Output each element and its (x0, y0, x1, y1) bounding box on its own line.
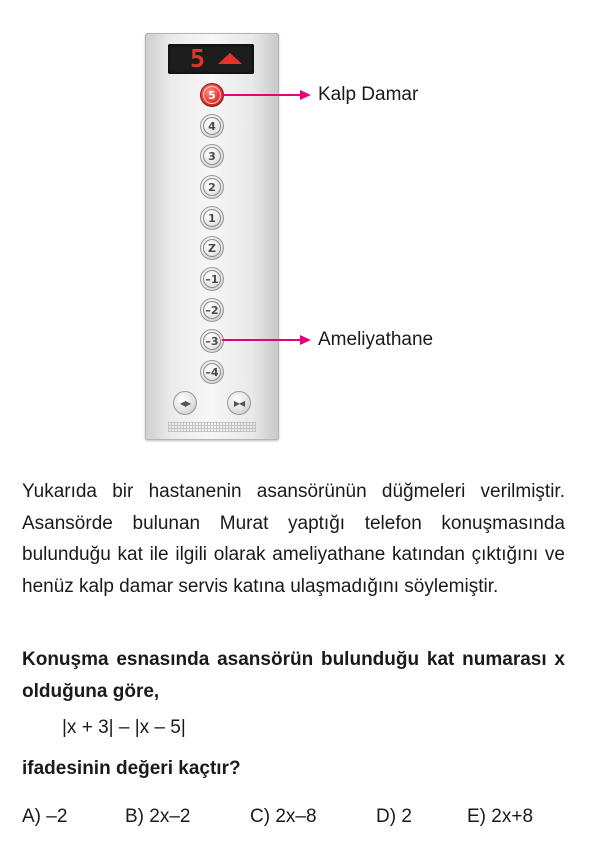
floor-button-minus-4[interactable] (200, 360, 224, 384)
option-a[interactable]: A) –2 (22, 806, 68, 827)
floor-button-4[interactable] (200, 114, 224, 138)
floor-button-5[interactable] (200, 83, 224, 107)
floor-button-label: 1 (203, 209, 221, 227)
floor-display (168, 44, 254, 74)
door-close-icon: ▶◀ (233, 398, 245, 408)
floor-button-label: –2 (203, 301, 221, 319)
callout-kalp-damar: Kalp Damar (318, 84, 419, 105)
floor-button-2[interactable] (200, 175, 224, 199)
option-b[interactable]: B) 2x–2 (125, 806, 191, 827)
floor-button-minus-3[interactable] (200, 329, 224, 353)
callout-arrow-line (222, 94, 302, 96)
floor-button-z[interactable] (200, 236, 224, 260)
floor-button-label: 2 (203, 178, 221, 196)
question-ask: ifadesinin değeri kaçtır? (22, 758, 241, 779)
problem-paragraph: Yukarıda bir hastanenin asansörünün düğmeleri verilmiştir. Asansörde bulunan Murat yaptığı telefon konuşmasında bulunduğu kat ile ilgili olarak ameliyathane katından çıktığını ve henüz kalp damar servis katına ulaşmadığını söylemiştir. (22, 481, 565, 597)
door-open-icon: ◀▶ (179, 398, 191, 408)
option-d[interactable]: D) 2 (376, 806, 412, 827)
option-c[interactable]: C) 2x–8 (250, 806, 317, 827)
floor-button-label: 4 (203, 117, 221, 135)
floor-button-label: –1 (203, 270, 221, 288)
floor-button-3[interactable] (200, 144, 224, 168)
callout-ameliyathane: Ameliyathane (318, 329, 434, 350)
option-e[interactable]: E) 2x+8 (467, 806, 534, 827)
floor-button-1[interactable] (200, 206, 224, 230)
floor-button-label: –3 (203, 332, 221, 350)
door-close-button[interactable] (227, 391, 251, 415)
question-text: Konuşma esnasında asansörün bulunduğu kat numarası x olduğuna göre, (22, 649, 565, 702)
floor-button-label: Z (203, 239, 221, 257)
callout-arrow-head-icon (300, 335, 311, 345)
floor-button-minus-2[interactable] (200, 298, 224, 322)
up-arrow-icon (218, 53, 242, 64)
floor-button-minus-1[interactable] (200, 267, 224, 291)
callout-arrow-line (222, 339, 302, 341)
floor-button-label: 3 (203, 147, 221, 165)
expression: |x + 3| – |x – 5| (62, 717, 186, 738)
door-open-button[interactable] (173, 391, 197, 415)
floor-button-label: –4 (203, 363, 221, 381)
floor-button-label: 5 (203, 86, 221, 104)
speaker-grille (168, 422, 256, 432)
callout-arrow-head-icon (300, 90, 311, 100)
display-floor-number: 5 (190, 44, 206, 73)
